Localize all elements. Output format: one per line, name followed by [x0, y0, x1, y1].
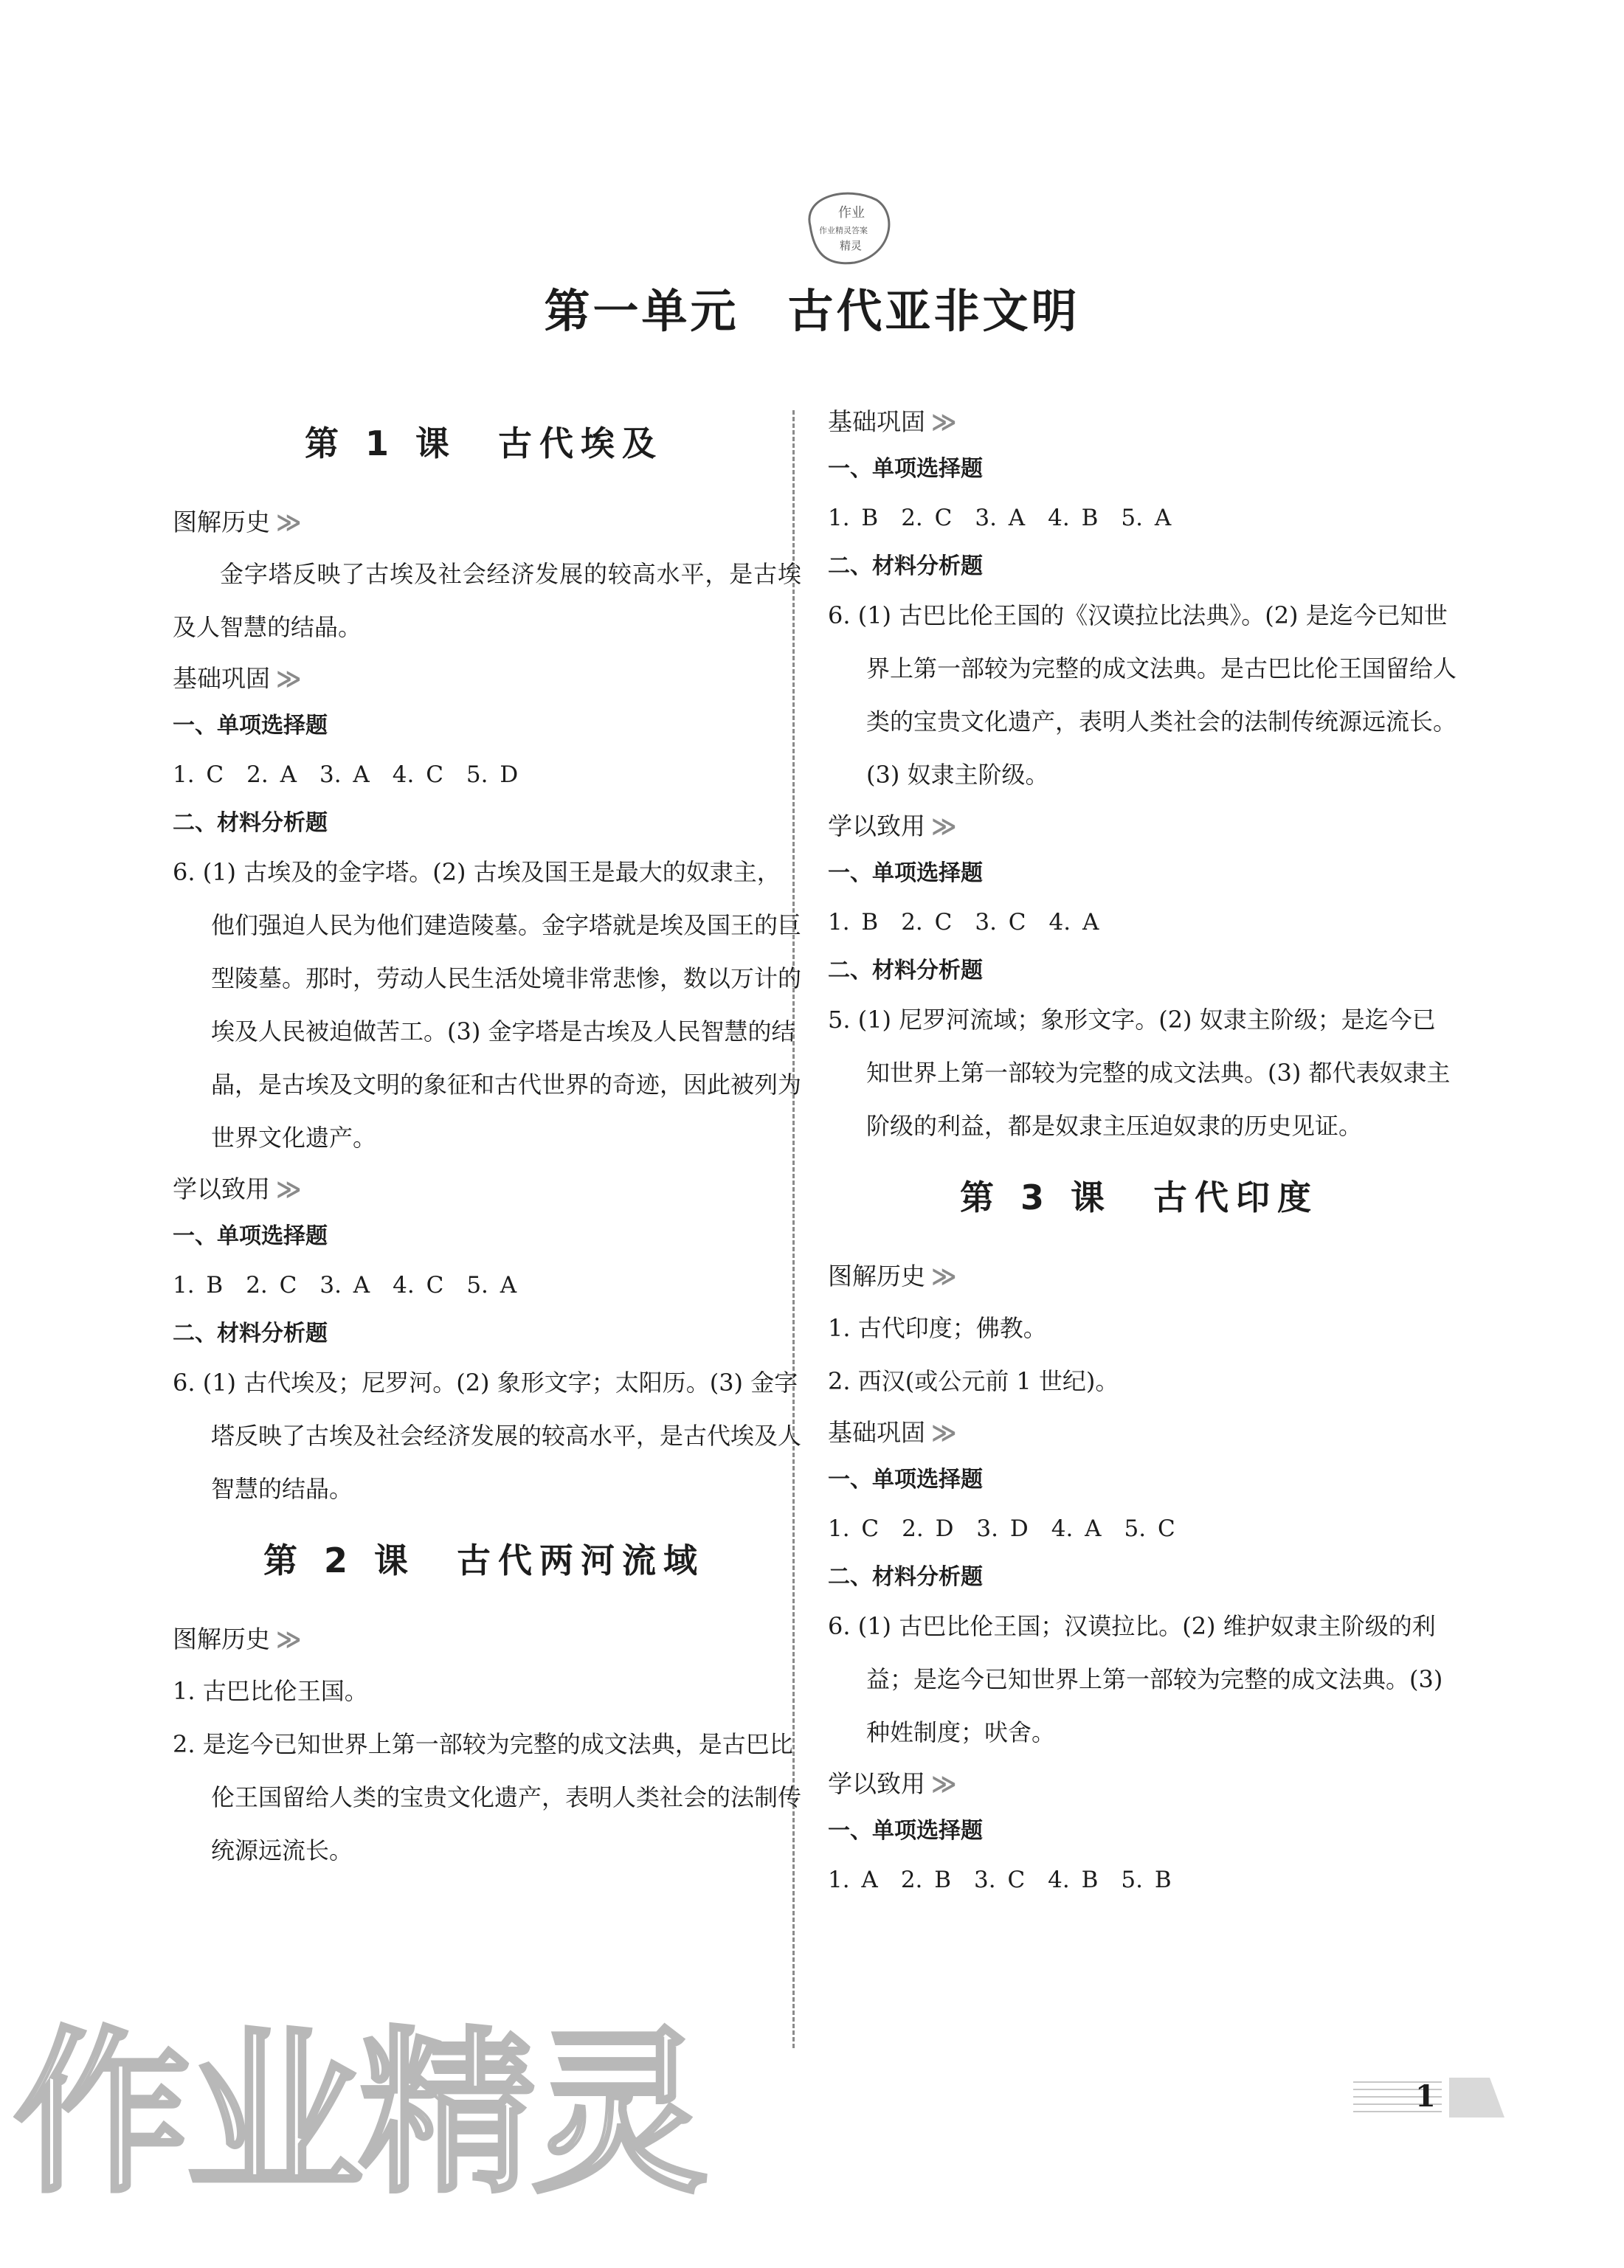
double-chevron-icon: ≫	[931, 812, 953, 840]
lesson-2-title: 第 2 课 古代两河流域	[263, 1541, 705, 1580]
double-chevron-icon: ≫	[276, 1625, 297, 1653]
seal-text-top: 作业	[838, 205, 865, 221]
l1-tujie-heading: 图解历史 ≫	[173, 508, 297, 536]
l1-jichu-answers: 1. C 2. A 3. A 4. C 5. D	[173, 761, 519, 788]
l3-xueyi-answers: 1. A 2. B 3. C 4. B 5. B	[828, 1867, 1172, 1893]
l3-tujie-item-2: 2. 西汉(或公元前 1 世纪)。	[828, 1367, 1119, 1395]
l3-jichu-sub2: 二、材料分析题	[828, 1564, 983, 1590]
lesson-1-title: 第 1 课 古代埃及	[304, 423, 664, 463]
l1-jichu-sub1: 一、单项选择题	[173, 713, 328, 739]
l3-tujie-item-1: 1. 古代印度；佛教。	[828, 1314, 1047, 1342]
l2-jichu-q6: 6. (1) 古巴比伦王国的《汉谟拉比法典》。(2) 是迄今已知世界上第一部较为完整的成文法典。是古巴比伦王国留给人类的宝贵文化遗产，表明人类社会的法制传统源远流长。(3) 奴隶主阶级。	[828, 601, 1457, 789]
l3-jichu-answers: 1. C 2. D 3. D 4. A 5. C	[828, 1515, 1175, 1542]
l1-tujie-text: 金字塔反映了古埃及社会经济发展的较高水平，是古埃及人智慧的结晶。	[173, 560, 801, 641]
double-chevron-icon: ≫	[931, 1769, 953, 1798]
l3-tujie-heading: 图解历史 ≫	[828, 1262, 953, 1290]
seal-stamp	[795, 181, 899, 270]
l1-jichu-q6: 6. (1) 古埃及的金字塔。(2) 古埃及国王是最大的奴隶主，他们强迫人民为他们建造陵墓。金字塔就是埃及国王的巨型陵墓。那时，劳动人民生活处境非常悲惨，数以万计的埃及人民被迫做苦工。(3) 金字塔是古埃及人民智慧的结晶，是古埃及文明的象征和古代世界的奇迹，因此被列为世界文化遗产。	[173, 858, 802, 1152]
l2-xueyi-q5: 5. (1) 尼罗河流域；象形文字。(2) 奴隶主阶级；是迄今已知世界上第一部较为完整的成文法典。(3) 都代表奴隶主阶级的利益，都是奴隶主压迫奴隶的历史见证。	[828, 1006, 1451, 1140]
double-chevron-icon: ≫	[931, 1418, 953, 1447]
double-chevron-icon: ≫	[931, 1262, 953, 1290]
l1-xueyi-sub1: 一、单项选择题	[173, 1223, 328, 1249]
unit-title: 第一单元 古代亚非文明	[544, 284, 1080, 338]
double-chevron-icon: ≫	[276, 1175, 297, 1203]
double-chevron-icon: ≫	[931, 407, 953, 436]
double-chevron-icon: ≫	[276, 508, 297, 536]
l2-xueyi-heading: 学以致用 ≫	[828, 812, 953, 840]
l2-xueyi-sub2: 二、材料分析题	[828, 958, 983, 983]
l3-jichu-q6: 6. (1) 古巴比伦王国；汉谟拉比。(2) 维护奴隶主阶级的利益；是迄今已知世界上第一部较为完整的成文法典。(3) 种姓制度；吠舍。	[828, 1612, 1443, 1746]
seal-text-middle: 作业精灵答案	[819, 226, 868, 235]
l1-jichu-heading: 基础巩固 ≫	[173, 664, 297, 693]
seal-text-bottom: 精灵	[840, 239, 863, 252]
l2-jichu-sub2: 二、材料分析题	[828, 553, 983, 579]
right-column	[822, 397, 1457, 1906]
l1-xueyi-answers: 1. B 2. C 3. A 4. C 5. A	[173, 1272, 517, 1299]
l2-tujie-item-2: 2. 是迄今已知世界上第一部较为完整的成文法典，是古巴比伦王国留给人类的宝贵文化遗产，表明人类社会的法制传统源远流长。	[173, 1730, 802, 1864]
l3-jichu-heading: 基础巩固 ≫	[828, 1418, 953, 1447]
l2-xueyi-sub1: 一、单项选择题	[828, 860, 983, 886]
l2-xueyi-answers: 1. B 2. C 3. C 4. A	[828, 909, 1099, 936]
l1-xueyi-q6: 6. (1) 古代埃及；尼罗河。(2) 象形文字；太阳历。(3) 金字塔反映了古埃及社会经济发展的较高水平，是古代埃及人智慧的结晶。	[173, 1369, 802, 1503]
watermark	[13, 1991, 714, 2212]
l2-tujie-item-1: 1. 古巴比伦王国。	[173, 1677, 368, 1705]
page-number: 1	[1415, 2079, 1436, 2114]
l1-xueyi-heading: 学以致用 ≫	[173, 1175, 297, 1203]
double-chevron-icon: ≫	[276, 664, 297, 693]
left-column	[167, 398, 801, 1877]
l2-jichu-answers: 1. B 2. C 3. A 4. B 5. A	[828, 505, 1172, 531]
l1-xueyi-sub2: 二、材料分析题	[173, 1321, 328, 1346]
l1-jichu-sub2: 二、材料分析题	[173, 810, 328, 836]
l2-jichu-sub1: 一、单项选择题	[828, 456, 983, 482]
watermark-text: 作业精灵	[13, 2011, 705, 2212]
l3-xueyi-sub1: 一、单项选择题	[828, 1818, 983, 1844]
l3-xueyi-heading: 学以致用 ≫	[828, 1769, 953, 1798]
l2-jichu-heading: 基础巩固 ≫	[828, 407, 953, 436]
lesson-3-title: 第 3 课 古代印度	[959, 1178, 1319, 1217]
l2-tujie-heading: 图解历史 ≫	[173, 1625, 297, 1653]
l3-jichu-sub1: 一、单项选择题	[828, 1467, 983, 1493]
